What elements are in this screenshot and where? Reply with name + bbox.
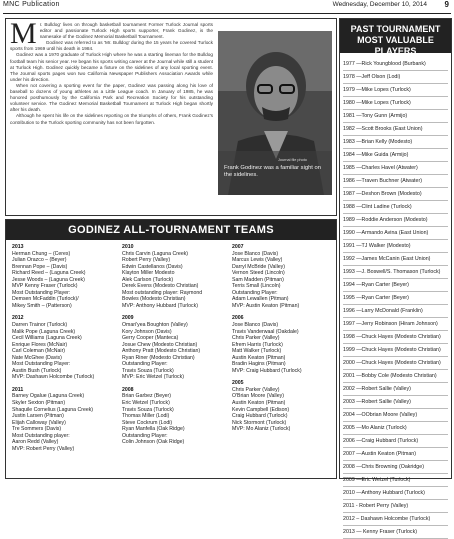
team-entry: Vernon Steed (Lincoln): [232, 270, 285, 277]
godinez-story: [5, 18, 337, 216]
team-entry: Adam Lewallen (Pitman): [232, 296, 289, 303]
team-entry: Edwin Castellanos (Davis): [122, 263, 183, 270]
story-paragraph: Godinez was a 1970 graduate of Turlock High where he was a starting lineman for the Bulldog football team his senior year. He began his sports writing career at the Journal while still a student at Turlock High. Godinez quickly became a fixture on the sidelines of any local sporting event. The Journal sports pages won two California Newspaper Publishers Association Awards while under his direction.: [10, 52, 213, 82]
team-entry: Justin Larsen (Pitman): [12, 413, 64, 420]
mvp-list-item: 2011 - Robert Perry (Valley): [343, 500, 448, 513]
team-entry: MVP: Craig Hubbard (Turlock): [232, 367, 302, 374]
team-year: 2005: [232, 380, 244, 387]
team-entry: Outstanding Player:: [122, 361, 168, 368]
team-year: 2010: [122, 244, 134, 250]
team-entry: Brian Garbez (Beyer): [122, 393, 172, 400]
team-entry: Sam Madden (Pitman): [232, 276, 284, 283]
team-entry: MVP: Mo Alaniz (Turlock): [232, 426, 291, 433]
team-entry: Efrem Harris (Turlock): [232, 341, 283, 348]
team-entry: MVP: Robert Perry (Valley): [12, 445, 75, 452]
page-header: [3, 0, 451, 14]
team-entry: Barney Ogalue (Laguna Creek): [12, 393, 85, 400]
mvp-list-item: 2012 – Dashawn Holcombe (Turlock): [343, 513, 448, 526]
all-tournament-teams: [5, 219, 337, 479]
team-year: 2012: [12, 315, 24, 322]
team-entry: Josue Chew (Modesto Christian): [122, 341, 198, 348]
team-entry: MVP: Anthony Hubbard (Turlock): [122, 302, 198, 309]
team-entry: Kevin Campbell (Edison): [232, 406, 290, 413]
team-entry: Elijah Calloway (Valley): [12, 419, 66, 426]
team-entry: Chris Parker (Valley): [232, 386, 280, 393]
mvp-list-item: 2001 —Bobby Cole (Modesto Christian): [343, 370, 448, 383]
team-entry: Colin Johnson (Oak Ridge): [122, 439, 185, 446]
team-entry: Travis Souza (Turlock): [122, 406, 174, 413]
mvp-list-item: 1996 —Larry McDonald (Franklin): [343, 305, 448, 318]
team-entry: Eric Wetzel (Turlock): [122, 400, 170, 407]
team-entry: Skyler Sexton (Pitman): [12, 400, 66, 407]
team-entry: Julian Orazco – (Beyer): [12, 257, 67, 264]
team-entry: Jesse Woods – (Laguna Creek): [12, 276, 85, 283]
mvp-list-item: 1977 —Rick Youngblood (Burbank): [343, 58, 448, 71]
teams-column-3: [232, 244, 337, 433]
mvp-list-item: 1986 —Traven Buchner (Atwater): [343, 175, 448, 188]
photo-caption: Frank Godinez was a familiar sight on the sidelines.: [224, 165, 321, 178]
team-entry: Most Outstanding Player:: [12, 361, 71, 368]
mvp-list-item: 1990 —Armando Avina (East Union): [343, 227, 448, 240]
mvp-list-item: 2008 —Chris Browning (Oakridge): [343, 461, 448, 474]
mvp-list-item: 1979 —Mike Lopes (Turlock): [343, 84, 448, 97]
team-entry: Kory Johnson (Davis): [122, 328, 172, 335]
team-entry: Demsen McFaddin (Turlock)/: [12, 296, 79, 303]
mvp-list-item: 1988 —Clint Ladine (Turlock): [343, 201, 448, 214]
team-entry: Nate McGhee (Davis): [12, 354, 62, 361]
story-paragraph: Although he spent his life on the sidelines reporting on the triumphs of others, Frank Godinez's contribution to the Turlock sporting community has not been forgotten.: [10, 113, 213, 125]
godinez-photo: [218, 31, 332, 195]
team-year: 2008: [122, 386, 134, 393]
team-entry: MVP: Austin Keaton (Pitman): [232, 302, 300, 309]
team-entry: Jose Blanco (Davis): [232, 250, 279, 257]
team-entry: Nick Stormont (Turlock): [232, 419, 287, 426]
mvp-list-item: 2000 —Chuck Hayes (Modesto Christian): [343, 357, 448, 370]
team-entry: Ryan Manfella (Oak Ridge): [122, 426, 185, 433]
team-entry: Alek Carlson (Turlock): [122, 276, 174, 283]
team-entry: Chris Parker (Valley): [232, 335, 280, 342]
issue-date: Wednesday, December 10, 2014: [332, 1, 427, 8]
mvp-list-item: 1984 —Mike Guida (Armijo): [343, 149, 448, 162]
team-entry: Richard Reed – (Laguna Creek): [12, 270, 86, 277]
team-year: 2011: [12, 386, 24, 393]
team-entry: Cecil Williams (Laguna Creek): [12, 335, 82, 342]
team-year: 2009: [122, 315, 134, 322]
mvp-list-item: 1980 —Mike Lopes (Turlock): [343, 97, 448, 110]
team-entry: Travis Vanderwaal (Oakdale): [232, 328, 299, 335]
team-year: 2013: [12, 244, 24, 250]
team-entry: Ryan Riner (Modesto Christian): [122, 354, 195, 361]
mvp-list-item: 1983 —Brian Kelly (Modesto): [343, 136, 448, 149]
mvp-list-item: 2004 —OObrian Moore (Valley): [343, 409, 448, 422]
story-paragraph: When not covering a sporting event for the paper, Godinez was passing along his love of baseball to dozens of young athletes as a Little League coach. In January of 1985, he was honored posthumously by the California Park and Recreation Society for his outstanding volunteer service. The Godinez Memorial Basketball Tournament at Turlock High began shortly after his death.: [10, 82, 213, 113]
team-entry: Omari'yea Boughton (Valley): [122, 322, 188, 329]
team-entry: Most outstanding player: Raymond: [122, 289, 203, 296]
mvp-list-item: 1985 —Charles Havel (Atwater): [343, 162, 448, 175]
past-mvp-box: [339, 18, 452, 535]
team-entry: Chris Carvin (Laguna Creek): [122, 250, 189, 257]
mvp-list-item: 1999 —Chuck Hayes (Modesto Christian): [343, 344, 448, 357]
team-entry: Robert Perry (Valley): [122, 257, 171, 264]
team-entry: Most Outstanding Player:: [12, 289, 71, 296]
mvp-list-item: 2010 —Anthony Hubbard (Turlock): [343, 487, 448, 500]
mvp-list-item: 1991 —TJ Walker (Modesto): [343, 240, 448, 253]
publication-name: MNC Publication: [3, 1, 60, 8]
drop-cap: M: [10, 17, 37, 50]
past-mvp-title-line1: PAST TOURNAMENT: [350, 24, 441, 34]
teams-column-1: [12, 244, 117, 452]
team-entry: Austin Keaton (Pitman): [232, 354, 286, 361]
team-entry: MVP Kenny Fraser (Turlock): [12, 283, 78, 290]
team-year: 2007: [232, 244, 244, 250]
mvp-list-item: 2006 —Craig Hubbard (Turlock): [343, 435, 448, 448]
team-entry: Shaquile Cornelius (Laguna Creek): [12, 406, 94, 413]
photo-credit: Journal file photo: [278, 158, 307, 162]
mvp-list-item: 1982 —Scott Brooks (East Union): [343, 123, 448, 136]
team-entry: Malik Pope (Laguna Creek): [12, 328, 76, 335]
team-entry: Craig Hubbard (Turlock): [232, 413, 288, 420]
team-entry: Matt Walker (Turlock): [232, 348, 282, 355]
team-entry: Gerry Cooper (Manteca): [122, 335, 179, 342]
team-entry: Mikey Smith – (Patterson): [12, 302, 72, 309]
past-mvp-title-line2: MOST VALUABLE PLAYERS: [357, 35, 434, 56]
team-entry: Thomas Miller (Lodi): [122, 413, 170, 420]
team-entry: MVP: Dashawn Holcombe (Turlock): [12, 374, 95, 381]
mvp-list-item: 2013 — Kenny Fraser (Turlock): [343, 526, 448, 539]
mvp-list-item: 2009 —Eric Wetzel (Turlock): [343, 474, 448, 487]
team-entry: Carl Coleman (McNair): [12, 348, 66, 355]
team-entry: Enrique Flores (McNair): [12, 341, 68, 348]
team-entry: Bradin Hagins (Pitman): [232, 361, 286, 368]
mvp-list-item: 1998 —Chuck Hayes (Modesto Christian): [343, 331, 448, 344]
mvp-list-item: 2003 —Robert Sallie (Valley): [343, 396, 448, 409]
team-entry: Outstanding Player:: [232, 289, 278, 296]
team-entry: Darren Trainor (Turlock): [12, 322, 68, 329]
past-mvp-title: [340, 19, 451, 56]
teams-title: GODINEZ ALL-TOURNAMENT TEAMS: [6, 220, 336, 240]
team-entry: Bowles (Modesto Christian): [122, 296, 186, 303]
page-number: 9: [444, 0, 449, 9]
team-entry: Most Outstanding player:: [12, 432, 70, 439]
team-entry: Derek Evens (Modesto Christian): [122, 283, 199, 290]
mvp-list-item: 1992 —James McCanin (East Union): [343, 253, 448, 266]
mvp-list: [343, 58, 448, 539]
team-entry: MVP: Eric Wetzel (Turlock): [122, 374, 184, 381]
team-entry: Steve Cockrum (Lodi): [122, 419, 173, 426]
mvp-list-item: 1987 —Deshon Brown (Modesto): [343, 188, 448, 201]
team-entry: Brennan Pope – (Davis): [12, 263, 68, 270]
team-entry: Austin Keaton (Pitman): [232, 400, 286, 407]
mvp-list-item: 1994 —Ryan Carter (Beyer): [343, 279, 448, 292]
team-entry: Outstanding Player:: [122, 432, 168, 439]
story-body: [10, 17, 213, 126]
team-entry: Tre Sommers (Davis): [12, 426, 62, 433]
mvp-list-item: 1997 —Jerry Robinson (Hiram Johnson): [343, 318, 448, 331]
mvp-list-item: 1989 —Roddie Anderson (Modesto): [343, 214, 448, 227]
mvp-list-item: 1978 —Jeff Olson (Lodi): [343, 71, 448, 84]
team-entry: Austin Bush (Turlock): [12, 367, 62, 374]
team-entry: Travis Souza (Turlock): [122, 367, 174, 374]
team-entry: Jose Blanco (Davis): [232, 322, 279, 329]
mvp-list-item: 2002 —Robert Sallie (Valley): [343, 383, 448, 396]
mvp-list-item: 1995 —Ryan Carter (Beyer): [343, 292, 448, 305]
team-entry: Darryl McBride (Valley): [232, 263, 285, 270]
mvp-list-item: 1981 —Tony Gunn (Armijo): [343, 110, 448, 123]
team-entry: Terris Small (Lincoln): [232, 283, 281, 290]
team-entry: Anthony Pratt (Modesto Christian): [122, 348, 201, 355]
team-entry: Marcus Lewis (Valley): [232, 257, 283, 264]
teams-column-2: [122, 244, 227, 446]
team-entry: Aaron Redd (Valley): [12, 439, 59, 446]
team-entry: Herman Chung – (Ceres): [12, 250, 71, 257]
mvp-list-item: 2005 —Mo Alaniz (Turlock): [343, 422, 448, 435]
story-paragraph: Godinez was referred to as 'Mr. Bulldog' during the 15 years he covered Turlock sports from 1969 until his death in 1984.: [10, 40, 213, 52]
team-entry: Klayton Miller Modesto: [122, 270, 175, 277]
story-paragraph: Mr. Bulldog' lives on through basketball tournament Former Turlock Journal sports editor and passionate Turlock High sports supporter, Frank Godinez, is the namesake of the Godinez Memorial Basketball Tournament.: [10, 17, 213, 50]
mvp-list-item: 1993 —J. Boswell/S. Thomason (Turlock): [343, 266, 448, 279]
team-year: 2006: [232, 315, 244, 322]
team-entry: O'Brian Moore (Valley): [232, 393, 284, 400]
mvp-list-item: 2007 —Austin Keaton (Pitman): [343, 448, 448, 461]
